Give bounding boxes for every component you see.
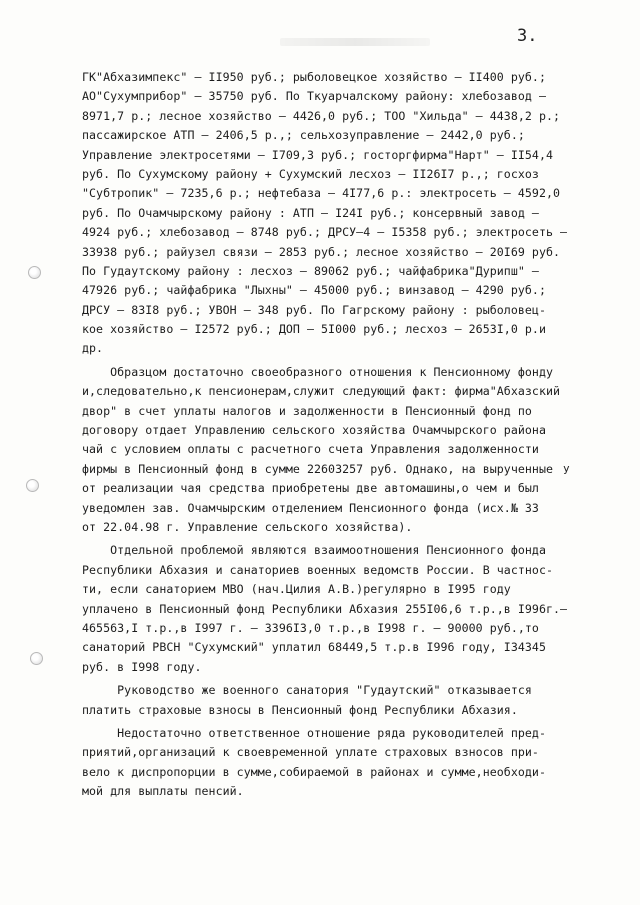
text-line: Отдельной проблемой являются взаимоотношения Пенсионного фонда (82, 543, 546, 558)
paragraph (82, 68, 622, 359)
punch-hole-icon (26, 479, 39, 492)
text-line: Республики Абхазия и санаториев военных ведомств России. В частнос- (82, 562, 554, 577)
text-line: чай с условием оплаты с расчетного счета Управления задолженности (82, 442, 539, 457)
text-line: вело к диспропорции в сумме,собираемой в районах и сумме,необходи- (82, 764, 546, 779)
text-line: ти, если санаторием МВО (нач.Цилия А.В.)регулярно в I995 году (82, 582, 511, 597)
text-line: мой для выплаты пенсий. (82, 784, 244, 799)
text-line: Образцом достаточно своеобразного отношения к Пенсионному фонду (82, 364, 554, 379)
text-line: АО"Сухумприбор" – 35750 руб. По Ткуарчалскому району: хлебозавод – (82, 89, 546, 104)
text-line: Управление электросетями – I709,3 руб.; госторгфирма"Нарт" – II54,4 (82, 147, 554, 162)
text-line: и,следовательно,к пенсионерам,служит следующий факт: фирма"Абхазский (82, 384, 561, 399)
text-line: "Субтропик" – 7235,6 р.; нефтебаза – 4I77,6 р.: электросеть – 4592,0 (82, 186, 561, 201)
text-line: санаторий РВСН "Сухумский" уплатил 68449,5 т.р.в I996 году, I34345 (82, 640, 546, 655)
text-line: 33938 руб.; райузел связи – 2853 руб.; лесное хозяйство – 20I69 руб. (82, 244, 561, 259)
text-line: от реализации чая средства приобретены две автомашины,о чем и был (82, 481, 539, 496)
text-line: платить страховые взносы в Пенсионный фонд Республики Абхазия. (82, 702, 518, 717)
text-line: др. (82, 341, 104, 356)
handwritten-correction: у (563, 462, 570, 475)
document-body (82, 68, 622, 801)
text-line: Руководство же военного санатория "Гудаутский" отказывается (82, 683, 532, 698)
paragraph (82, 681, 622, 720)
faint-header-smudge (280, 38, 430, 46)
text-line: 8971,7 р.; лесное хозяйство – 4426,0 руб.; ТОО "Хильда" – 4438,2 р.; (82, 108, 561, 123)
text-line: кое хозяйство – I2572 руб.; ДОП – 5I000 руб.; лесхоз – 2653I,0 р.и (82, 322, 546, 337)
text-line: пассажирское АТП – 2406,5 р.,; сельхозуправление – 2442,0 руб.; (82, 128, 525, 143)
paragraph (82, 724, 622, 802)
text-line: уплачено в Пенсионный фонд Республики Абхазия 255I06,6 т.р.,в I996г.– (82, 601, 568, 616)
text-line: приятий,организаций к своевременной уплате страховых взносов при- (82, 745, 539, 760)
text-line: 465563,I т.р.,в I997 г. – 3396I3,0 т.р.,в I998 г. – 90000 руб.,то (82, 620, 539, 635)
text-line: фирмы в Пенсионный фонд в сумме 22603257 руб. Однако, на вырученные (82, 461, 554, 476)
page-number: 3. (517, 26, 538, 46)
text-line: 47926 руб.; чайфабрика "Лыхны" – 45000 руб.; винзавод – 4290 руб.; (82, 283, 546, 298)
text-line: ДРСУ – 83I8 руб.; УВОН – 348 руб. По Гагрскому району : рыболовец- (82, 302, 546, 317)
text-line: уведомлен зав. Очамчырским отделением Пенсионного фонда (исх.№ 33 (82, 500, 539, 515)
text-line: По Гудаутскому району : лесхоз – 89062 руб.; чайфабрика"Дурипш" – (82, 263, 539, 278)
text-line: 4924 руб.; хлебозавод – 8748 руб.; ДРСУ–4 – I5358 руб.; электросеть – (82, 225, 568, 240)
paragraph (82, 363, 622, 538)
text-line: договору отдает Управлению сельского хозяйства Очамчырского района (82, 423, 546, 438)
text-line: руб. По Сухумскому району + Сухумский лесхоз – II26I7 р.,; госхоз (82, 166, 539, 181)
punch-hole-icon (30, 652, 43, 665)
text-line: двор" в счет уплаты налогов и задолженности в Пенсионный фонд по (82, 403, 532, 418)
text-line: ГК"Абхазимпекс" – II950 руб.; рыболовецкое хозяйство – II400 руб.; (82, 70, 546, 84)
text-line: руб. По Очамчырскому району : АТП – I24I руб.; консервный завод – (82, 205, 539, 220)
punch-hole-icon (28, 266, 41, 279)
text-line: Недостаточно ответственное отношение ряда руководителей пред- (82, 725, 546, 740)
text-line: руб. в I998 году. (82, 659, 202, 674)
text-line: от 22.04.98 г. Управление сельского хозяйства). (82, 519, 413, 534)
paragraph (82, 541, 622, 677)
